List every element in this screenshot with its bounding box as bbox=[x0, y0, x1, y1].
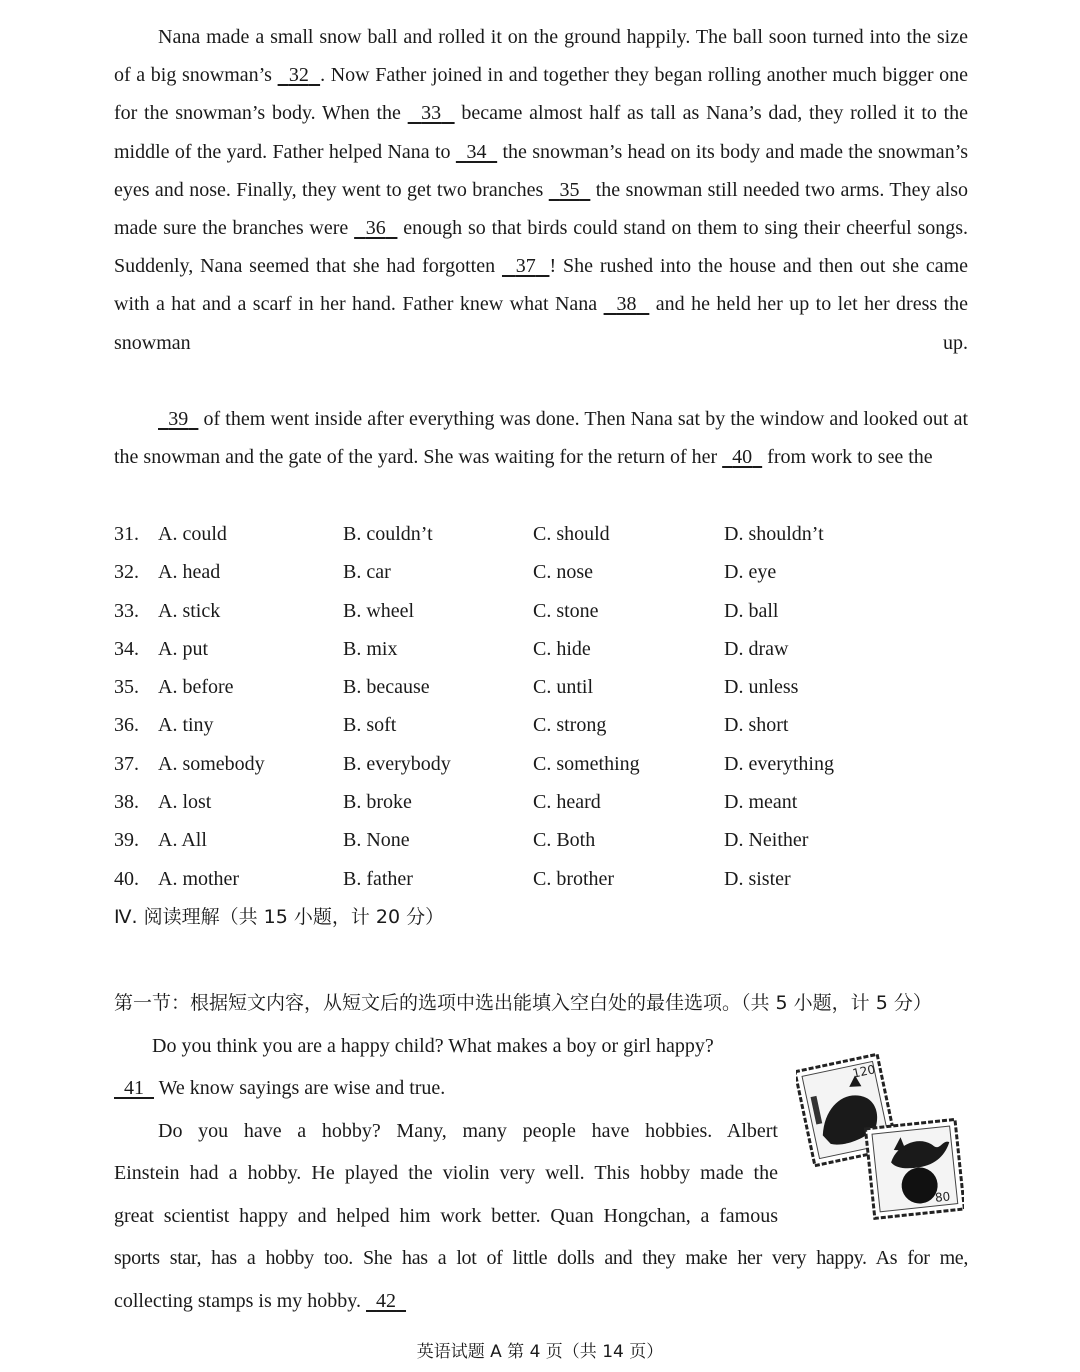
stamp-value-2: 80 bbox=[934, 1189, 951, 1205]
option-d: D. ball bbox=[724, 599, 779, 622]
option-a: A. before bbox=[158, 676, 234, 699]
reading-line-7: collecting stamps is my hobby. 42 bbox=[114, 1280, 968, 1323]
option-row bbox=[114, 783, 974, 821]
option-c: C. heard bbox=[533, 791, 601, 814]
blank-36: 36 bbox=[365, 217, 386, 240]
cloze-paragraph-1 bbox=[114, 18, 968, 362]
question-number: 35. bbox=[114, 676, 139, 699]
option-row bbox=[114, 592, 974, 630]
option-row bbox=[114, 821, 974, 859]
option-c: C. nose bbox=[533, 561, 593, 584]
blank-39: 39 bbox=[168, 408, 189, 430]
blank-35: 35 bbox=[559, 178, 580, 201]
option-d: D. shouldn’t bbox=[724, 523, 824, 545]
option-c: C. until bbox=[533, 676, 594, 699]
section-instructions: 第一节：根据短文内容，从短文后的选项中选出能填入空白处的最佳选项。（共 5 小题，计 5 分） bbox=[114, 992, 932, 1014]
option-c: C. Both bbox=[533, 829, 596, 852]
option-b: B. father bbox=[343, 867, 413, 890]
options-list bbox=[114, 515, 974, 898]
option-c: C. stone bbox=[533, 599, 599, 622]
blank-42: 42 bbox=[376, 1290, 397, 1312]
option-a: A. All bbox=[158, 829, 207, 852]
text-segment: . Now Father joined in and together they began rolling another much bigger one for the snowman’s body. When the bbox=[114, 64, 969, 125]
blank-32: 32 bbox=[288, 64, 309, 87]
text-segment: Nana made a small snow ball and rolled it on the ground happily. The ball soon turned into the size of a big snowman’s bbox=[114, 26, 968, 87]
reading-line-6: sports star, has a hobby too. She has a lot of little dolls and they make her very happy. As for me, bbox=[114, 1247, 968, 1269]
blank-33: 33 bbox=[421, 102, 442, 125]
reading-line-3: Do you have a hobby? Many, many people have hobbies. Albert bbox=[158, 1120, 778, 1142]
option-a: A. tiny bbox=[158, 714, 214, 737]
text-segment: of them went inside after everything was done. Then Nana sat by the window and looked out at the snowman and the gate of the yard. She was waiting for the return of her bbox=[114, 408, 969, 469]
text-segment: ! She rushed into the house and then out she came with a hat and a scarf in her hand. Father knew what Nana bbox=[114, 255, 969, 316]
blank-41: 41 bbox=[124, 1077, 144, 1099]
option-b: B. mix bbox=[343, 637, 398, 660]
option-a: A. head bbox=[158, 561, 221, 584]
page-footer: 英语试题 A 第 4 页（共 14 页） bbox=[416, 1342, 664, 1362]
option-row bbox=[114, 515, 974, 553]
question-number: 39. bbox=[114, 829, 139, 852]
option-a: A. put bbox=[158, 637, 208, 660]
question-number: 38. bbox=[114, 791, 139, 814]
option-c: C. hide bbox=[533, 637, 591, 660]
option-row bbox=[114, 860, 974, 898]
option-row bbox=[114, 630, 974, 668]
option-row bbox=[114, 668, 974, 706]
text-segment: the snowman’s head on its body and made the snowman’s eyes and nose. Finally, they went to get two branches bbox=[114, 140, 969, 201]
text-segment: the snowman still needed two arms. They also made sure the branches were bbox=[114, 178, 969, 240]
option-d: D. eye bbox=[724, 561, 777, 584]
reading-line-5: great scientist happy and helped him work better. Quan Hongchan, a famous bbox=[114, 1205, 778, 1227]
section-heading: Ⅳ. 阅读理解（共 15 小题，计 20 分） bbox=[114, 906, 445, 928]
option-a: A. could bbox=[158, 523, 227, 545]
stamp-value-1: 120 bbox=[851, 1062, 877, 1081]
option-d: D. short bbox=[724, 714, 789, 737]
option-row bbox=[114, 553, 974, 591]
option-a: A. stick bbox=[158, 599, 221, 622]
option-d: D. unless bbox=[724, 676, 799, 699]
option-c: C. brother bbox=[533, 867, 615, 890]
question-number: 40. bbox=[114, 867, 139, 890]
option-d: D. meant bbox=[724, 791, 798, 814]
option-c: C. something bbox=[533, 752, 640, 775]
option-b: B. couldn’t bbox=[343, 523, 433, 545]
blank-34: 34 bbox=[466, 140, 487, 163]
text-segment: enough so that birds could stand on them to sing their cheerful songs. Suddenly, Nana seemed that she had forgotten bbox=[114, 217, 969, 278]
option-b: B. car bbox=[343, 561, 391, 584]
question-number: 34. bbox=[114, 637, 139, 660]
option-c: C. strong bbox=[533, 714, 607, 737]
text-segment: from work to see the bbox=[767, 446, 933, 469]
option-a: A. mother bbox=[158, 867, 240, 890]
option-b: B. soft bbox=[343, 714, 397, 737]
question-number: 37. bbox=[114, 752, 139, 775]
option-d: D. sister bbox=[724, 867, 791, 890]
question-number: 36. bbox=[114, 714, 139, 737]
option-row bbox=[114, 706, 974, 744]
text-segment: and he held her up to let her dress the snowman up. bbox=[114, 293, 969, 354]
option-b: B. None bbox=[343, 829, 410, 852]
option-c: C. should bbox=[533, 523, 610, 545]
option-b: B. wheel bbox=[343, 599, 415, 622]
blank-38: 38 bbox=[616, 293, 637, 316]
question-number: 31. bbox=[114, 523, 139, 545]
reading-line-1: Do you think you are a happy child? What makes a boy or girl happy? bbox=[152, 1035, 714, 1057]
cloze-paragraph-2 bbox=[114, 400, 968, 476]
option-d: D. draw bbox=[724, 637, 789, 660]
option-a: A. somebody bbox=[158, 752, 265, 775]
option-b: B. broke bbox=[343, 791, 412, 814]
reading-line-4: Einstein had a hobby. He played the violin very well. This hobby made the bbox=[114, 1162, 778, 1184]
option-d: D. Neither bbox=[724, 829, 809, 852]
reading-line-2: 41 We know sayings are wise and true. bbox=[114, 1067, 778, 1110]
option-d: D. everything bbox=[724, 752, 834, 775]
question-number: 33. bbox=[114, 599, 139, 622]
stamps-illustration-icon bbox=[796, 1050, 964, 1220]
blank-37: 37 bbox=[515, 255, 536, 278]
option-b: B. because bbox=[343, 676, 430, 699]
option-row bbox=[114, 745, 974, 783]
blank-40: 40 bbox=[732, 446, 753, 469]
text-segment: became almost half as tall as Nana’s dad, they rolled it to the middle of the yard. Father helped Nana to bbox=[114, 102, 969, 163]
option-a: A. lost bbox=[158, 791, 212, 814]
option-b: B. everybody bbox=[343, 752, 451, 775]
question-number: 32. bbox=[114, 561, 139, 584]
